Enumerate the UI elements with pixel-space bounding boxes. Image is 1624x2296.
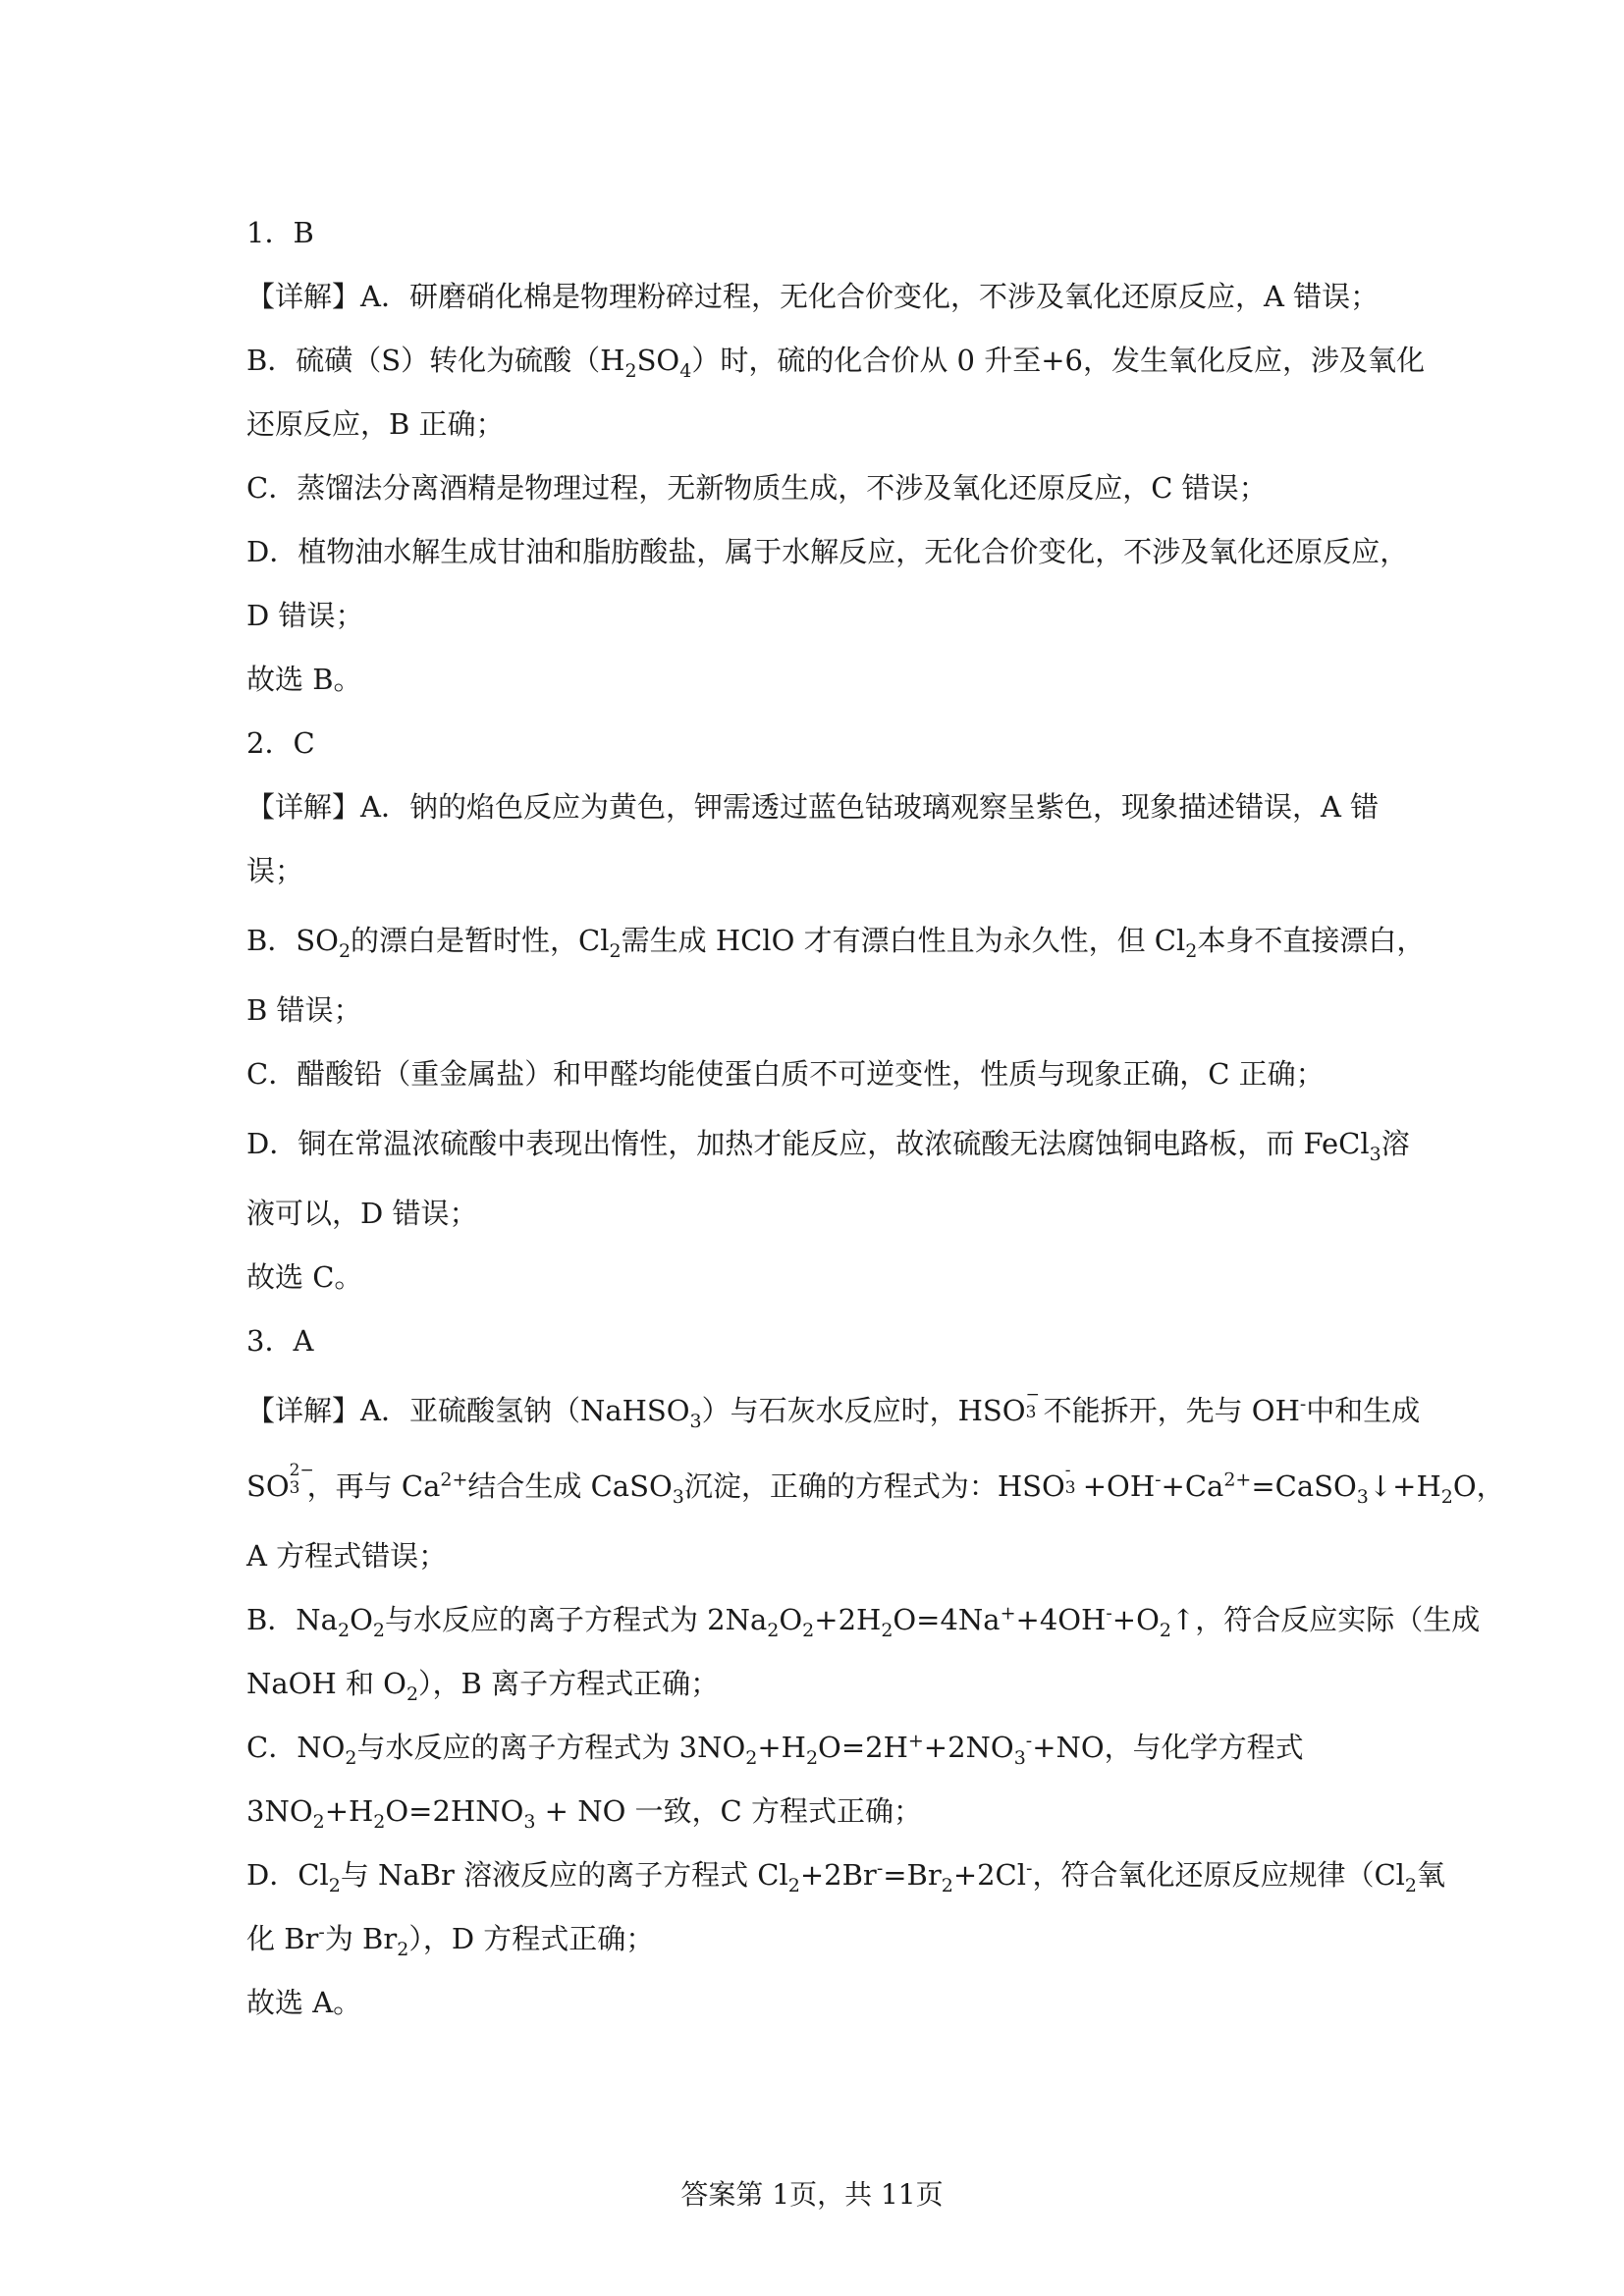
explanation-line: C．$NO_2$与水反应的离子方程式为 $3NO_2+H_2O=2H^++2NO_3^-+NO$，与化学方程式 bbox=[246, 1730, 1304, 1769]
explanation-line: NaOH 和 $O_2$），B 离子方程式正确； bbox=[246, 1667, 720, 1705]
explanation-line: 还原反应，B 正确； bbox=[246, 407, 505, 441]
explanation-line: SO 2− 3 ，再与 $Ca^{2+}$结合生成 CaSO$_3$沉淀，正确的方程式为：HSO - 3 $+OH^-+Ca^{2+}=CaSO_3↓+H_2O$， bbox=[246, 1461, 1505, 1508]
explanation-line: D．$Cl_2$与 NaBr 溶液反应的离子方程式 $Cl_2+2Br^-=Br_2+2Cl^-$，符合氧化还原反应规律（$Cl_2$氧 bbox=[246, 1857, 1446, 1896]
explanation-line: 【详解】A．亚硫酸氢钠（NaHSO$_3$）与石灰水反应时，HSO − 3 不能拆开，先与 OH-中和生成 bbox=[246, 1385, 1421, 1432]
explanation-line: 液可以，D 错误； bbox=[246, 1197, 478, 1230]
answer-conclusion: 故选 A。 bbox=[246, 1986, 362, 2019]
explanation-line: 【详解】A．钠的焰色反应为黄色，钾需透过蓝色钴玻璃观察呈紫色，现象描述错误，A 错 bbox=[246, 790, 1380, 824]
charge-stack: 2− 3 bbox=[289, 1461, 314, 1498]
explanation-line: A 方程式错误； bbox=[246, 1539, 448, 1573]
explanation-line: D．植物油水解生成甘油和脂肪酸盐，属于水解反应，无化合价变化，不涉及氧化还原反应， bbox=[246, 535, 1409, 568]
question-3 bbox=[246, 1309, 1505, 2035]
explanation-line: D．铜在常温浓硫酸中表现出惰性，加热才能反应，故浓硫酸无法腐蚀铜电路板，而 FeCl$_3$溶 bbox=[246, 1127, 1410, 1165]
explanation-line: 误； bbox=[246, 854, 304, 887]
explanation-line: C．蒸馏法分离酒精是物理过程，无新物质生成，不涉及氧化还原反应，C 错误； bbox=[246, 471, 1268, 505]
question-number: 3．A bbox=[246, 1324, 314, 1358]
page-footer: 答案第 1页，共 11页 bbox=[680, 2178, 944, 2211]
question-number: 1．B bbox=[246, 216, 314, 249]
charge-stack: - 3 bbox=[1064, 1461, 1076, 1498]
answer-page bbox=[246, 201, 1505, 2035]
explanation-line: B．$Na_2O_2$与水反应的离子方程式为 $2Na_2O_2+2H_2O=4Na^++4OH^-+O_2↑$，符合反应实际（生成 bbox=[246, 1602, 1481, 1641]
explanation-line: C．醋酸铅（重金属盐）和甲醛均能使蛋白质不可逆变性，性质与现象正确，C 正确； bbox=[246, 1057, 1325, 1091]
explanation-line: D 错误； bbox=[246, 599, 364, 632]
explanation-line: B．$SO_2$的漂白是暂时性，$Cl_2$需生成 HClO 才有漂白性且为永久性，但 $Cl_2$本身不直接漂白， bbox=[246, 924, 1426, 962]
explanation-line: B．硫磺（S）转化为硫酸$(H_2SO_4)$时，硫的化合价从 0 升至+6，发生氧化反应，涉及氧化 bbox=[246, 344, 1425, 382]
charge-stack: − 3 bbox=[1025, 1385, 1040, 1422]
explanation-line: B 错误； bbox=[246, 993, 362, 1027]
question-2 bbox=[246, 712, 1426, 1309]
answer-conclusion: 故选 C。 bbox=[246, 1260, 363, 1294]
answer-conclusion: 故选 B。 bbox=[246, 663, 362, 696]
question-number: 2．C bbox=[246, 726, 315, 760]
explanation-line: 化 Br-为 $Br_2$），D 方程式正确； bbox=[246, 1921, 655, 1960]
explanation-line: $3NO_2+H_2O=2HNO_3$ + NO 一致，C 方程式正确； bbox=[246, 1794, 922, 1833]
explanation-line: 【详解】A．研磨硝化棉是物理粉碎过程，无化合价变化，不涉及氧化还原反应，A 错误； bbox=[246, 280, 1380, 313]
question-1 bbox=[246, 201, 1425, 712]
